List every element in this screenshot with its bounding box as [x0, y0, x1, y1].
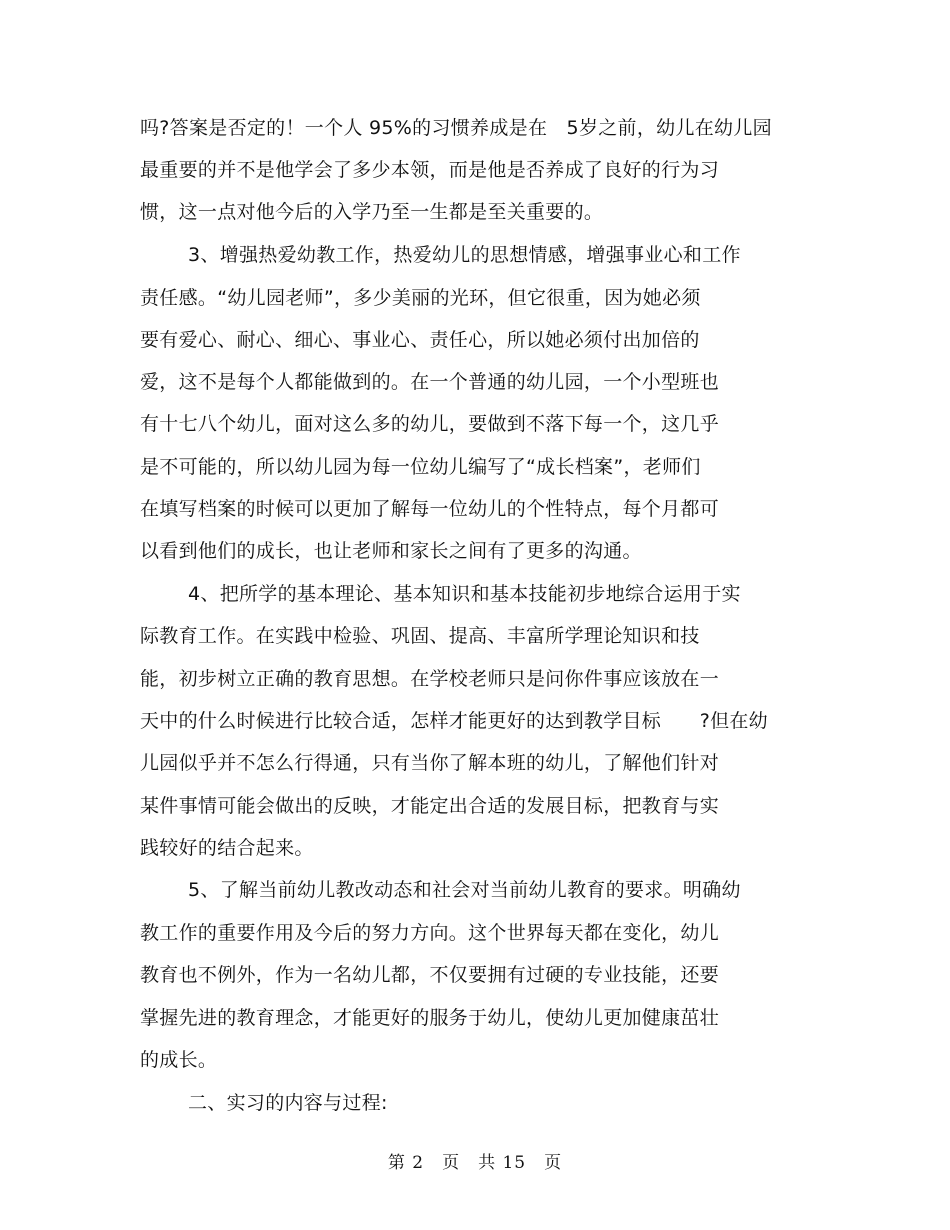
text-line: 惯，这一点对他今后的入学乃至一生都是至关重要的。	[140, 201, 604, 223]
paragraph-start-line: 5、了解当前幼儿教改动态和社会对当前幼儿教育的要求。明确幼	[188, 879, 741, 901]
text-line: 践较好的结合起来。	[140, 837, 314, 859]
text-line: 有十七八个幼儿，面对这么多的幼儿，要做到不落下每一个，这几乎	[140, 413, 720, 435]
text-line: 爱，这不是每个人都能做到的。在一个普通的幼儿园，一个小型班也	[140, 371, 720, 393]
paragraph-start-line: 3、增强热爱幼教工作，热爱幼儿的思想情感，增强事业心和工作	[188, 244, 741, 266]
text-line: 的成长。	[140, 1049, 218, 1071]
text-line: 最重要的并不是他学会了多少本领，而是他是否养成了良好的行为习	[140, 159, 720, 181]
text-line: 际教育工作。在实践中检验、巩固、提高、丰富所学理论知识和技	[140, 625, 700, 647]
paragraph-start-line: 4、把所学的基本理论、基本知识和基本技能初步地综合运用于实	[188, 583, 741, 605]
text-line: 吗?答案是否定的！一个人 95%的习惯养成是在 5岁之前，幼儿在幼儿园	[140, 117, 772, 139]
text-line: 责任感。“幼儿园老师”，多少美丽的光环，但它很重，因为她必须	[140, 287, 701, 309]
text-line: 某件事情可能会做出的反映，才能定出合适的发展目标，把教育与实	[140, 795, 720, 817]
text-line: 天中的什么时候进行比较合适，怎样才能更好的达到教学目标 ?但在幼	[140, 710, 768, 732]
text-line: 是不可能的，所以幼儿园为每一位幼儿编写了“成长档案”，老师们	[140, 456, 701, 478]
text-line: 教育也不例外，作为一名幼儿都，不仅要拥有过硬的专业技能，还要	[140, 964, 720, 986]
text-line: 儿园似乎并不怎么行得通，只有当你了解本班的幼儿，了解他们针对	[140, 752, 720, 774]
text-line: 在填写档案的时候可以更加了解每一位幼儿的个性特点，每个月都可	[140, 498, 720, 520]
section-heading: 二、实习的内容与过程:	[188, 1092, 388, 1114]
page-number-footer: 第 2 页 共 15 页	[387, 1153, 563, 1173]
text-line: 教工作的重要作用及今后的努力方向。这个世界每天都在变化，幼儿	[140, 922, 720, 944]
text-line: 以看到他们的成长，也让老师和家长之间有了更多的沟通。	[140, 540, 642, 562]
text-line: 掌握先进的教育理念，才能更好的服务于幼儿，使幼儿更加健康茁壮	[140, 1007, 720, 1029]
text-line: 要有爱心、耐心、细心、事业心、责任心，所以她必须付出加倍的	[140, 329, 700, 351]
text-line: 能，初步树立正确的教育思想。在学校老师只是问你件事应该放在一	[140, 668, 720, 690]
